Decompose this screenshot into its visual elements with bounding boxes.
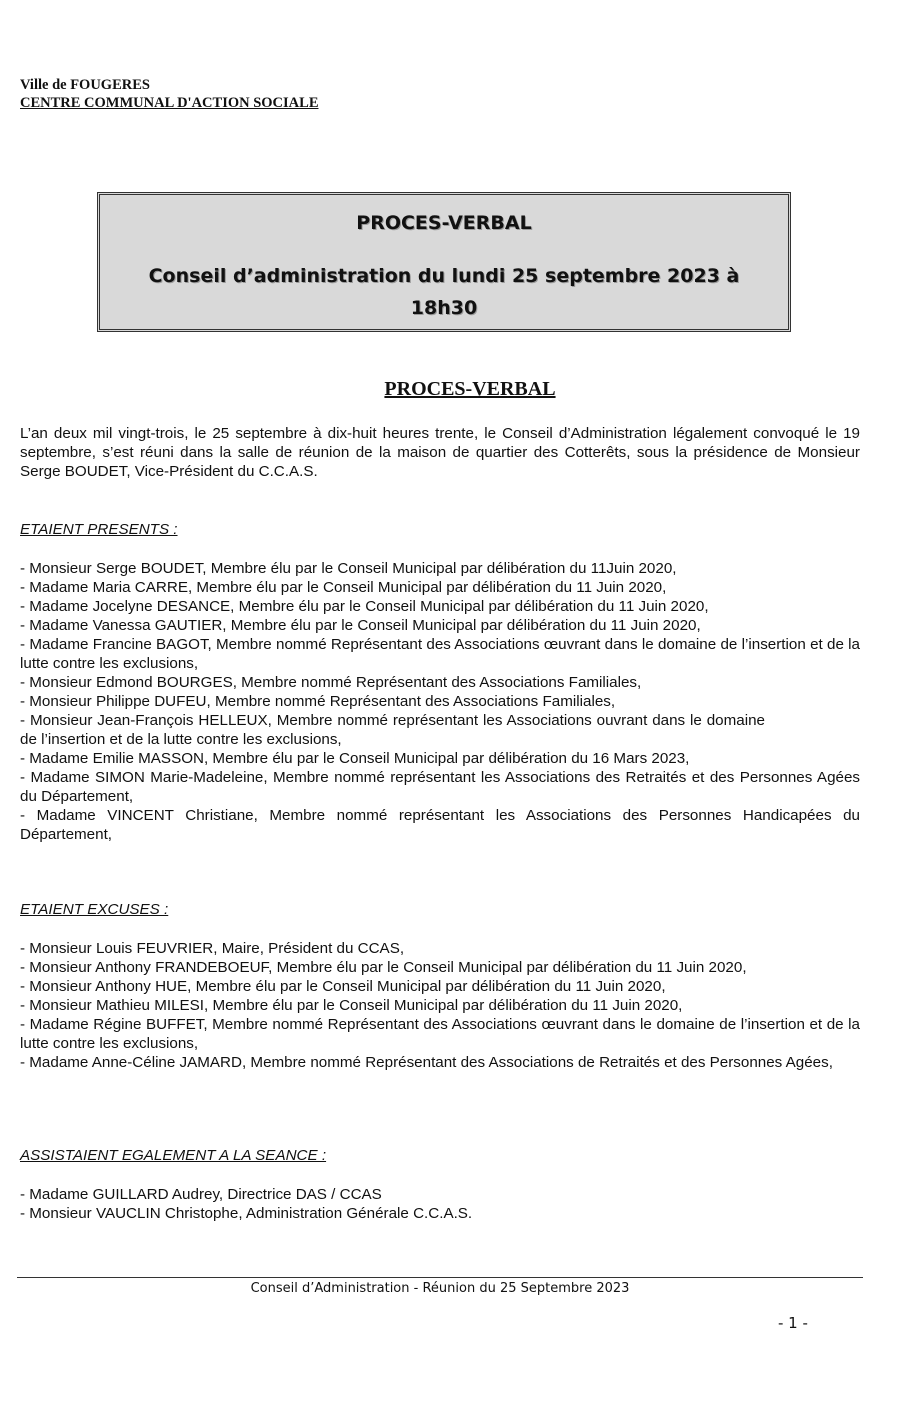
list-item: - Monsieur Edmond BOURGES, Membre nommé Représentant des Associations Familiales,	[20, 674, 642, 691]
list-item: - Madame Jocelyne DESANCE, Membre élu par le Conseil Municipal par délibération du 11 Juin 2020,	[20, 598, 709, 615]
list-item: - Madame VINCENT Christiane, Membre nommé représentant les Associations des Personnes Handicapées du Département,	[20, 807, 860, 843]
page-number: - 1 -	[778, 1314, 808, 1332]
presents-heading: ETAIENT PRESENTS :	[20, 521, 178, 538]
title-box	[97, 192, 791, 332]
list-item: - Madame GUILLARD Audrey, Directrice DAS / CCAS	[20, 1186, 382, 1203]
list-item: - Madame Vanessa GAUTIER, Membre élu par le Conseil Municipal par délibération du 11 Juin 2020,	[20, 617, 701, 634]
section-title: PROCES-VERBAL	[384, 378, 556, 400]
list-item: - Monsieur Philippe DUFEU, Membre nommé Représentant des Associations Familiales,	[20, 693, 616, 710]
list-item: - Monsieur VAUCLIN Christophe, Administration Générale C.C.A.S.	[20, 1205, 473, 1222]
list-item: - Madame Maria CARRE, Membre élu par le Conseil Municipal par délibération du 11 Juin 2020,	[20, 579, 667, 596]
list-item: - Monsieur Louis FEUVRIER, Maire, Président du CCAS,	[20, 940, 405, 957]
city-name: Ville de FOUGERES	[20, 77, 150, 93]
list-item: - Madame SIMON Marie-Madeleine, Membre nommé représentant les Associations des Retraités et des Personnes Agées du Département,	[20, 769, 860, 805]
list-item: - Monsieur Mathieu MILESI, Membre élu par le Conseil Municipal par délibération du 11 Juin 2020,	[20, 997, 683, 1014]
list-item: - Monsieur Jean-François HELLEUX, Membre nommé représentant les Associations ouvrant dans le domaine de l’insertion et de la lutte contre les exclusions,	[20, 712, 765, 748]
excuses-list	[20, 939, 860, 1072]
document-title: PROCES-VERBAL	[356, 212, 532, 234]
footer-divider	[17, 1277, 863, 1278]
list-item: - Monsieur Anthony FRANDEBOEUF, Membre élu par le Conseil Municipal par délibération du 11 Juin 2020,	[20, 959, 747, 976]
list-item: - Madame Régine BUFFET, Membre nommé Représentant des Associations œuvrant dans le domaine de l’insertion et de la lutte contre les exclusions,	[20, 1016, 860, 1052]
list-item: - Madame Emilie MASSON, Membre élu par le Conseil Municipal par délibération du 16 Mars 2023,	[20, 750, 690, 767]
list-item: - Monsieur Serge BOUDET, Membre élu par le Conseil Municipal par délibération du 11Juin 2020,	[20, 560, 677, 577]
organization-header	[20, 76, 319, 112]
assistants-list	[20, 1185, 860, 1223]
footer-text: Conseil d’Administration - Réunion du 25 Septembre 2023	[250, 1281, 630, 1296]
list-item: - Monsieur Anthony HUE, Membre élu par le Conseil Municipal par délibération du 11 Juin 2020,	[20, 978, 666, 995]
list-item: - Madame Francine BAGOT, Membre nommé Représentant des Associations œuvrant dans le domaine de l’insertion et de la lutte contre les exclusions,	[20, 636, 860, 672]
excuses-heading: ETAIENT EXCUSES :	[20, 901, 169, 918]
list-item: - Madame Anne-Céline JAMARD, Membre nommé Représentant des Associations de Retraités et des Personnes Agées,	[20, 1054, 833, 1071]
organization-name: CENTRE COMMUNAL D'ACTION SOCIALE	[20, 95, 319, 111]
meeting-subtitle: Conseil d’administration du lundi 25 septembre 2023 à 18h30	[148, 265, 740, 319]
intro-paragraph: L’an deux mil vingt-trois, le 25 septembre à dix-huit heures trente, le Conseil d’Administration légalement convoqué le 19 septembre, s’est réuni dans la salle de réunion de la maison de quartier des Cotterêts, sous la présidence de Monsieur Serge BOUDET, Vice-Président du C.C.A.S.	[20, 425, 860, 480]
presents-list	[20, 559, 860, 844]
assistants-heading: ASSISTAIENT EGALEMENT A LA SEANCE :	[20, 1147, 327, 1164]
